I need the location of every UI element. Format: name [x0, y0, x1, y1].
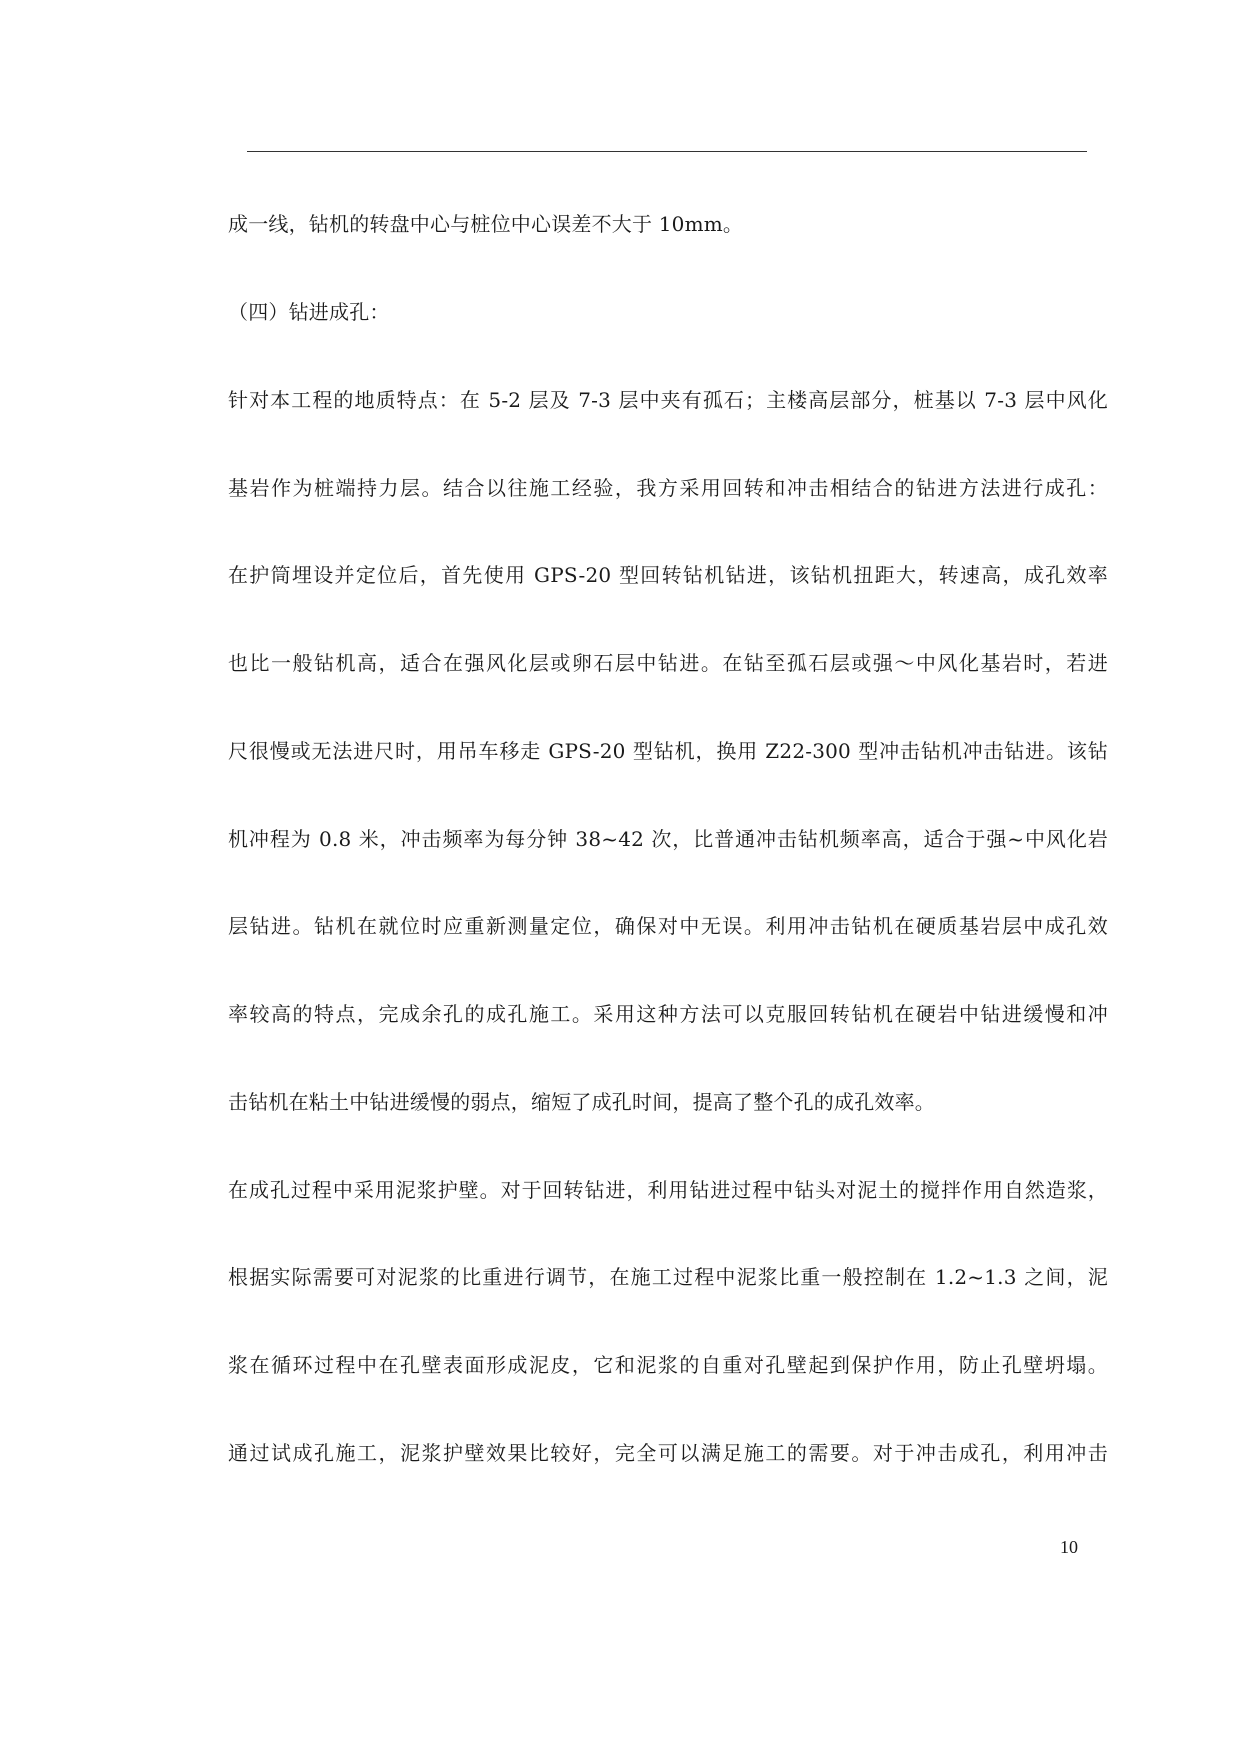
- text-line-15: 通过试成孔施工，泥浆护壁效果比较好，完全可以满足施工的需要。对于冲击成孔，利用冲击: [228, 1441, 1108, 1465]
- text-line-3: 针对本工程的地质特点：在 5-2 层及 7-3 层中夹有孤石；主楼高层部分，桩基以 7-3 层中风化: [228, 388, 1108, 412]
- text-line-1: 成一线，钻机的转盘中心与桩位中心误差不大于 10mm。: [228, 212, 744, 236]
- section-heading: （四）钻进成孔：: [228, 300, 390, 324]
- text-line-8: 机冲程为 0.8 米，冲击频率为每分钟 38~42 次，比普通冲击钻机频率高，适合于强~中风化岩: [228, 827, 1108, 851]
- text-line-5: 在护筒埋设并定位后，首先使用 GPS-20 型回转钻机钻进，该钻机扭距大，转速高，成孔效率: [228, 563, 1108, 587]
- text-line-13: 根据实际需要可对泥浆的比重进行调节，在施工过程中泥浆比重一般控制在 1.2~1.3 之间，泥: [228, 1265, 1108, 1289]
- text-line-11: 击钻机在粘土中钻进缓慢的弱点，缩短了成孔时间，提高了整个孔的成孔效率。: [228, 1090, 935, 1114]
- text-line-9: 层钻进。钻机在就位时应重新测量定位，确保对中无误。利用冲击钻机在硬质基岩层中成孔效: [228, 914, 1108, 938]
- text-line-6: 也比一般钻机高，适合在强风化层或卵石层中钻进。在钻至孤石层或强～中风化基岩时，若进: [228, 651, 1108, 675]
- header-rule: [247, 151, 1087, 152]
- text-line-14: 浆在循环过程中在孔壁表面形成泥皮，它和泥浆的自重对孔壁起到保护作用，防止孔壁坍塌。: [228, 1353, 1108, 1377]
- text-line-12: 在成孔过程中采用泥浆护壁。对于回转钻进，利用钻进过程中钻头对泥土的搅拌作用自然造浆，: [228, 1178, 1108, 1202]
- text-line-10: 率较高的特点，完成余孔的成孔施工。采用这种方法可以克服回转钻机在硬岩中钻进缓慢和冲: [228, 1002, 1108, 1026]
- text-line-7: 尺很慢或无法进尺时，用吊车移走 GPS-20 型钻机，换用 Z22-300 型冲击钻机冲击钻进。该钻: [228, 739, 1108, 763]
- page-number: 10: [1060, 1537, 1078, 1557]
- text-line-4: 基岩作为桩端持力层。结合以往施工经验，我方采用回转和冲击相结合的钻进方法进行成孔：: [228, 476, 1108, 500]
